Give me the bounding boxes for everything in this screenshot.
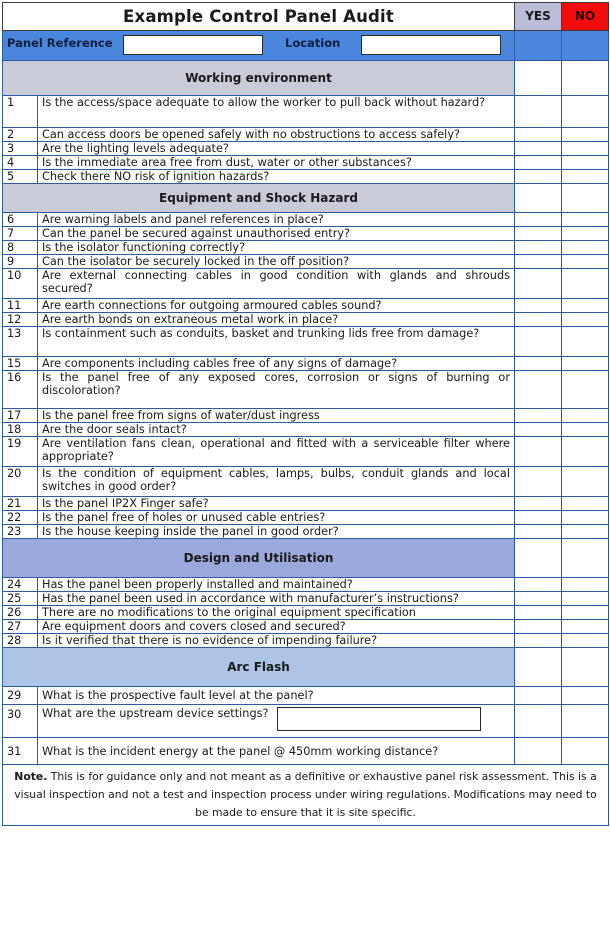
upstream-device-settings-field[interactable] [277,707,481,731]
question-text: There are no modifications to the original equipment specification [38,606,515,620]
question-number: 15 [3,357,38,371]
question-text: What is the incident energy at the panel @ 450mm working distance? [38,738,515,765]
question-number: 20 [3,467,38,497]
question-text: Are components including cables free of any signs of damage? [38,357,515,371]
question-cell [38,705,515,738]
yes-checkbox[interactable] [515,142,562,156]
yes-checkbox[interactable] [515,437,562,467]
section-header-working-environment [3,61,609,96]
no-checkbox[interactable] [562,606,609,620]
yes-checkbox[interactable] [515,299,562,313]
question-row [3,409,609,423]
yes-checkbox[interactable] [515,423,562,437]
no-checkbox[interactable] [562,539,609,578]
yes-checkbox[interactable] [515,738,562,765]
question-text: Are warning labels and panel references in place? [38,213,515,227]
question-row [3,738,609,765]
yes-checkbox[interactable] [515,497,562,511]
question-text: Is the immediate area free from dust, water or other substances? [38,156,515,170]
note-text: This is for guidance only and not meant as a definitive or exhaustive panel risk assessment. This is a visual inspection and not a test and inspection process under wiring regulations. Modifications may need to be made to ensure that it is site specific. [14,770,597,819]
question-row [3,241,609,255]
question-number: 19 [3,437,38,467]
no-checkbox[interactable] [562,299,609,313]
question-row [3,299,609,313]
location-field[interactable] [361,35,501,55]
question-number: 12 [3,313,38,327]
panel-reference-label: Panel Reference [7,36,113,50]
no-checkbox[interactable] [562,620,609,634]
no-checkbox[interactable] [562,738,609,765]
question-row [3,634,609,648]
question-number: 11 [3,299,38,313]
question-text: Are the door seals intact? [38,423,515,437]
question-text: Is the panel IP2X Finger safe? [38,497,515,511]
yes-checkbox[interactable] [515,409,562,423]
question-number: 18 [3,423,38,437]
yes-checkbox[interactable] [515,327,562,357]
question-row [3,705,609,738]
question-row [3,213,609,227]
question-text: Are ventilation fans clean, operational and fitted with a serviceable filter where appropriate? [38,437,515,467]
question-row [3,170,609,184]
yes-checkbox[interactable] [515,96,562,128]
yes-checkbox[interactable] [515,620,562,634]
question-text: Is it verified that there is no evidence of impending failure? [38,634,515,648]
no-checkbox[interactable] [562,170,609,184]
question-number: 13 [3,327,38,357]
no-checkbox[interactable] [562,578,609,592]
no-checkbox[interactable] [562,423,609,437]
yes-checkbox[interactable] [515,634,562,648]
no-checkbox[interactable] [562,213,609,227]
question-number: 1 [3,96,38,128]
question-number: 7 [3,227,38,241]
question-number: 10 [3,269,38,299]
no-checkbox[interactable] [562,357,609,371]
question-row [3,327,609,357]
question-row [3,142,609,156]
no-checkbox[interactable] [562,327,609,357]
question-row [3,606,609,620]
yes-checkbox[interactable] [515,467,562,497]
question-number: 16 [3,371,38,409]
question-row [3,313,609,327]
section-header-design-and-utilisation [3,539,609,578]
question-number: 6 [3,213,38,227]
no-checkbox[interactable] [562,371,609,409]
question-row [3,578,609,592]
question-row [3,269,609,299]
no-checkbox[interactable] [562,497,609,511]
question-text: Are the lighting levels adequate? [38,142,515,156]
question-text: Are equipment doors and covers closed and secured? [38,620,515,634]
question-row [3,96,609,128]
reference-row [3,31,609,61]
no-checkbox[interactable] [562,634,609,648]
question-number: 27 [3,620,38,634]
yes-checkbox[interactable] [515,539,562,578]
no-checkbox[interactable] [562,437,609,467]
question-text: Are earth bonds on extraneous metal work in place? [38,313,515,327]
question-text: Is the house keeping inside the panel in good order? [38,525,515,539]
yes-checkbox[interactable] [515,511,562,525]
page-title: Example Control Panel Audit [3,3,515,31]
question-row [3,255,609,269]
question-text: Is the panel free of holes or unused cable entries? [38,511,515,525]
question-text: Is the panel free of any exposed cores, corrosion or signs of burning or discoloration? [38,371,515,409]
question-number: 30 [3,705,38,738]
question-number: 9 [3,255,38,269]
yes-checkbox[interactable] [515,592,562,606]
question-number: 21 [3,497,38,511]
note-cell [3,765,609,826]
question-text: Has the panel been properly installed and maintained? [38,578,515,592]
yes-checkbox[interactable] [515,128,562,142]
section-header-equipment-and-shock-hazard [3,184,609,213]
question-number: 17 [3,409,38,423]
question-number: 29 [3,687,38,705]
no-checkbox[interactable] [562,511,609,525]
no-checkbox[interactable] [562,313,609,327]
no-checkbox[interactable] [562,687,609,705]
question-row [3,511,609,525]
question-number: 24 [3,578,38,592]
question-text: Is the access/space adequate to allow the worker to pull back without hazard? [38,96,515,128]
question-row [3,371,609,409]
no-checkbox[interactable] [562,648,609,687]
yes-checkbox[interactable] [515,269,562,299]
yes-column-header: YES [515,3,562,31]
yes-checkbox[interactable] [515,156,562,170]
question-text: Can access doors be opened safely with no obstructions to access safely? [38,128,515,142]
no-checkbox[interactable] [562,128,609,142]
no-checkbox[interactable] [562,142,609,156]
section-title: Design and Utilisation [3,539,515,578]
yes-checkbox[interactable] [515,357,562,371]
no-checkbox[interactable] [562,156,609,170]
no-checkbox[interactable] [562,255,609,269]
yes-checkbox[interactable] [515,170,562,184]
question-text: Are external connecting cables in good condition with glands and shrouds secured? [38,269,515,299]
question-row [3,357,609,371]
question-row [3,227,609,241]
yes-checkbox[interactable] [515,606,562,620]
title-row [3,3,609,31]
question-number: 4 [3,156,38,170]
question-text: What are the upstream device settings? [42,707,269,720]
question-text: What is the prospective fault level at the panel? [38,687,515,705]
reference-cell [3,31,515,61]
question-text: Can the panel be secured against unauthorised entry? [38,227,515,241]
no-checkbox[interactable] [562,409,609,423]
yes-checkbox[interactable] [515,525,562,539]
question-row [3,592,609,606]
question-number: 28 [3,634,38,648]
yes-checkbox[interactable] [515,61,562,96]
audit-table [2,2,609,826]
question-text: Check there NO risk of ignition hazards? [38,170,515,184]
yes-checkbox[interactable] [515,371,562,409]
question-number: 2 [3,128,38,142]
no-checkbox[interactable] [562,705,609,738]
yes-checkbox[interactable] [515,705,562,738]
no-column-header: NO [562,3,609,31]
yes-checkbox[interactable] [515,313,562,327]
question-row [3,525,609,539]
yes-checkbox[interactable] [515,184,562,213]
no-checkbox[interactable] [562,227,609,241]
question-number: 8 [3,241,38,255]
yes-checkbox[interactable] [515,241,562,255]
question-text: Is the isolator functioning correctly? [38,241,515,255]
location-label: Location [285,36,341,50]
question-text: Are earth connections for outgoing armoured cables sound? [38,299,515,313]
question-row [3,687,609,705]
audit-form [2,2,608,826]
question-row [3,497,609,511]
no-checkbox[interactable] [562,592,609,606]
section-title: Equipment and Shock Hazard [3,184,515,213]
reference-yes-cell [515,31,562,61]
section-title: Working environment [3,61,515,96]
no-checkbox[interactable] [562,61,609,96]
question-number: 31 [3,738,38,765]
question-number: 26 [3,606,38,620]
yes-checkbox[interactable] [515,578,562,592]
no-checkbox[interactable] [562,241,609,255]
question-number: 22 [3,511,38,525]
no-checkbox[interactable] [562,467,609,497]
question-text: Is the panel free from signs of water/dust ingress [38,409,515,423]
section-header-arc-flash [3,648,609,687]
question-number: 5 [3,170,38,184]
question-text: Is the condition of equipment cables, lamps, bulbs, conduit glands and local switches in good order? [38,467,515,497]
question-row [3,437,609,467]
note-row [3,765,609,826]
reference-no-cell [562,31,609,61]
question-row [3,620,609,634]
yes-checkbox[interactable] [515,687,562,705]
yes-checkbox[interactable] [515,648,562,687]
note-label: Note. [14,770,48,783]
question-row [3,128,609,142]
yes-checkbox[interactable] [515,255,562,269]
no-checkbox[interactable] [562,269,609,299]
question-number: 25 [3,592,38,606]
question-text: Has the panel been used in accordance with manufacturer’s instructions? [38,592,515,606]
no-checkbox[interactable] [562,96,609,128]
section-title: Arc Flash [3,648,515,687]
question-number: 23 [3,525,38,539]
no-checkbox[interactable] [562,525,609,539]
panel-reference-field[interactable] [123,35,263,55]
no-checkbox[interactable] [562,184,609,213]
question-text: Can the isolator be securely locked in the off position? [38,255,515,269]
question-row [3,156,609,170]
question-row [3,467,609,497]
question-text: Is containment such as conduits, basket and trunking lids free from damage? [38,327,515,357]
question-number: 3 [3,142,38,156]
yes-checkbox[interactable] [515,213,562,227]
question-row [3,423,609,437]
yes-checkbox[interactable] [515,227,562,241]
